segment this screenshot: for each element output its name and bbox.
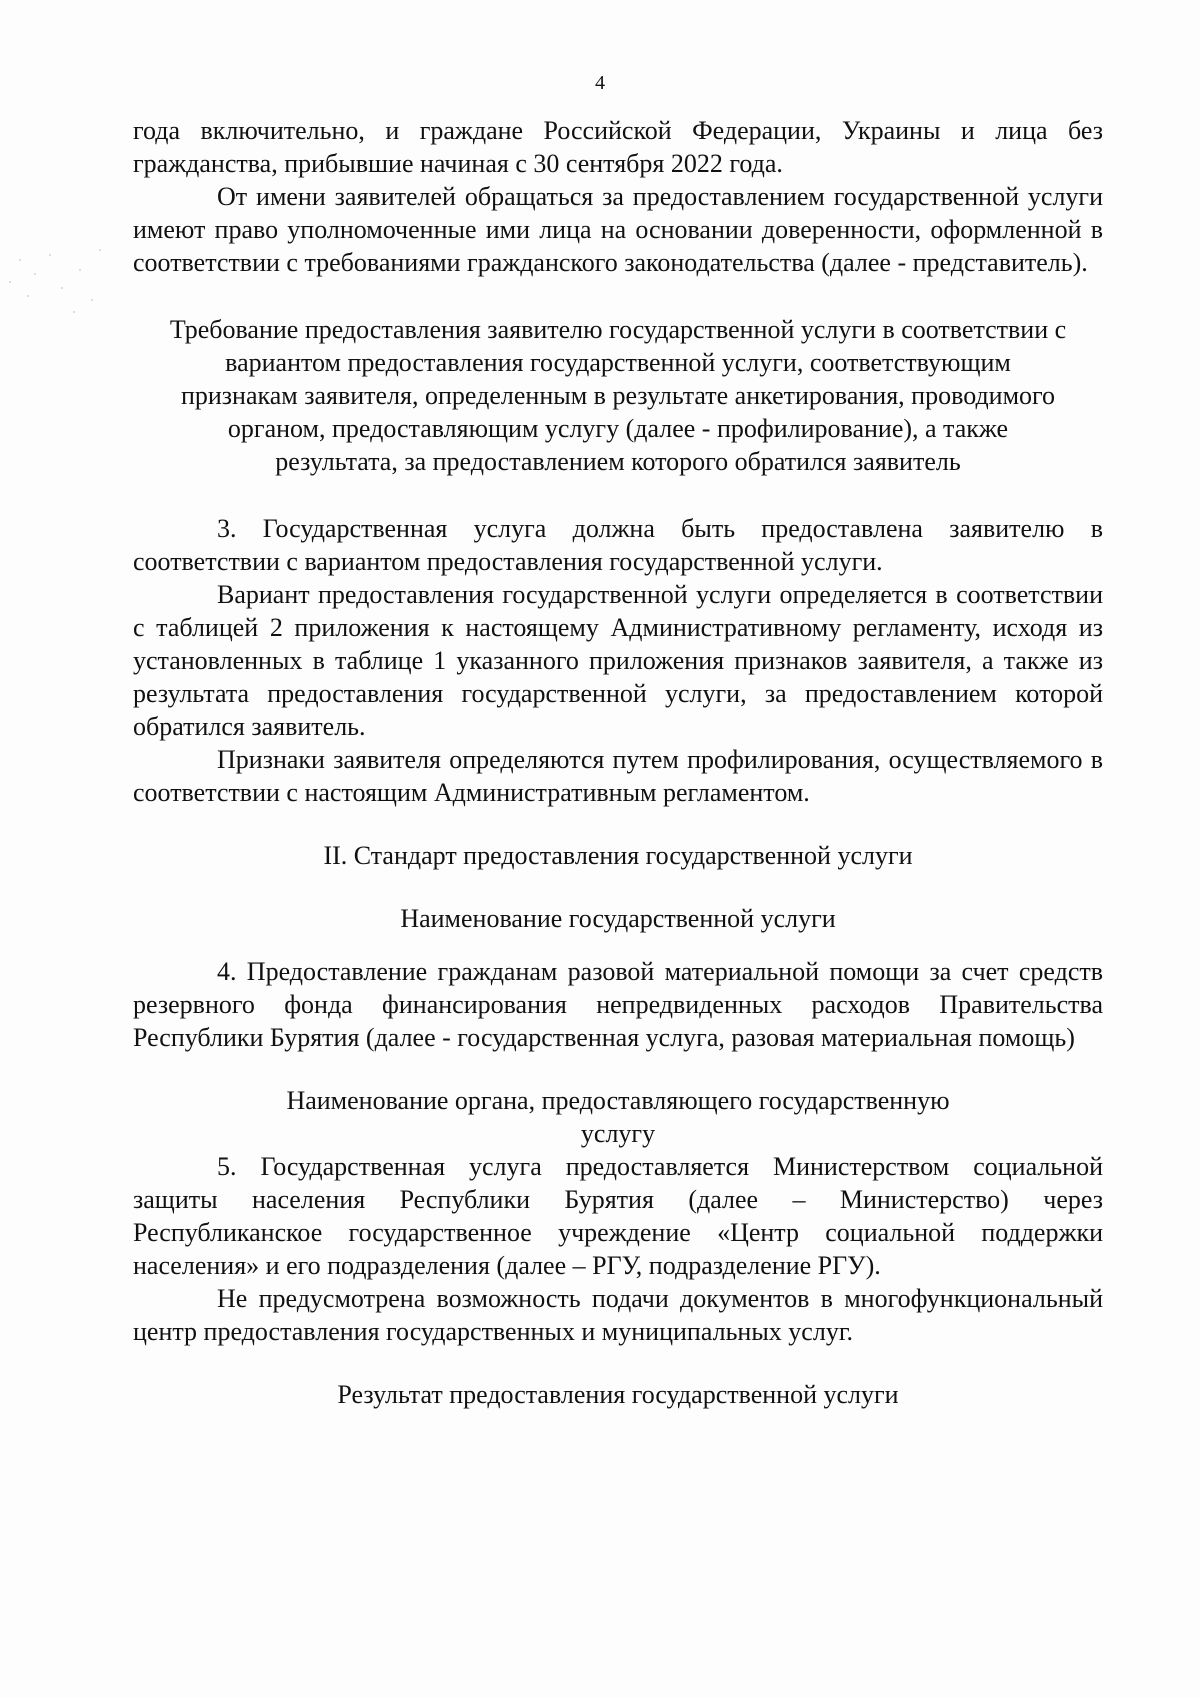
heading-profiling: Требование предоставления заявителю государственной услуги в соответствии с вариантом предоставления государственной услуги, соответствующим признакам заявителя, определенным в результате анкетирования, проводимого органом, предоставляющим услугу (далее - профилирование), а также результата, за предоставлением которого обратился заявитель	[169, 315, 1067, 476]
heading-authority-line-2: услугу	[580, 1119, 656, 1148]
paragraph-4: 4. Предоставление гражданам разовой материальной помощи за счет средств резервного фонда финансирования непредвиденных расходов Правительства Республики Бурятия (далее - государственная услуга, разовая материальная помощь)	[133, 957, 1103, 1052]
page-number: 4	[595, 72, 605, 94]
paragraph-3: 3. Государственная услуга должна быть предоставлена заявителю в соответствии с вариантом предоставления государственной услуги.	[133, 514, 1103, 576]
scan-noise-mark	[0, 230, 110, 340]
paragraph-representative: От имени заявителей обращаться за предоставлением государственной услуги имеют право уполномоченные ими лица на основании доверенности, оформленной в соответствии с требованиями гражданского законодательства (далее - представитель).	[133, 182, 1103, 277]
heading-authority-line-1: Наименование органа, предоставляющего государственную	[286, 1086, 950, 1115]
paragraph-5: 5. Государственная услуга предоставляется Министерством социальной защиты населения Республики Бурятия (далее – Министерство) через Республиканское государственное учреждение «Центр социальной поддержки населения» и его подразделения (далее – РГУ, подразделение РГУ).	[133, 1152, 1103, 1280]
heading-service-name: Наименование государственной услуги	[400, 904, 836, 933]
paragraph-5-mfc: Не предусмотрена возможность подачи документов в многофункциональный центр предоставления государственных и муниципальных услуг.	[133, 1284, 1103, 1346]
paragraph-3-variant: Вариант предоставления государственной услуги определяется в соответствии с таблицей 2 приложения к настоящему Административному регламенту, исходя из установленных в таблице 1 указанного приложения признаков заявителя, а также из результата предоставления государственной услуги, за предоставлением которой обратился заявитель.	[133, 580, 1103, 741]
section-2-title: II. Стандарт предоставления государственной услуги	[323, 841, 913, 870]
heading-result: Результат предоставления государственной услуги	[337, 1380, 899, 1409]
paragraph-3-signs: Признаки заявителя определяются путем профилирования, осуществляемого в соответствии с настоящим Административным регламентом.	[133, 745, 1103, 807]
paragraph-intro-end: года включительно, и граждане Российской Федерации, Украины и лица без гражданства, прибывшие начиная с 30 сентября 2022 года.	[133, 116, 1103, 178]
document-body	[133, 114, 1103, 1411]
